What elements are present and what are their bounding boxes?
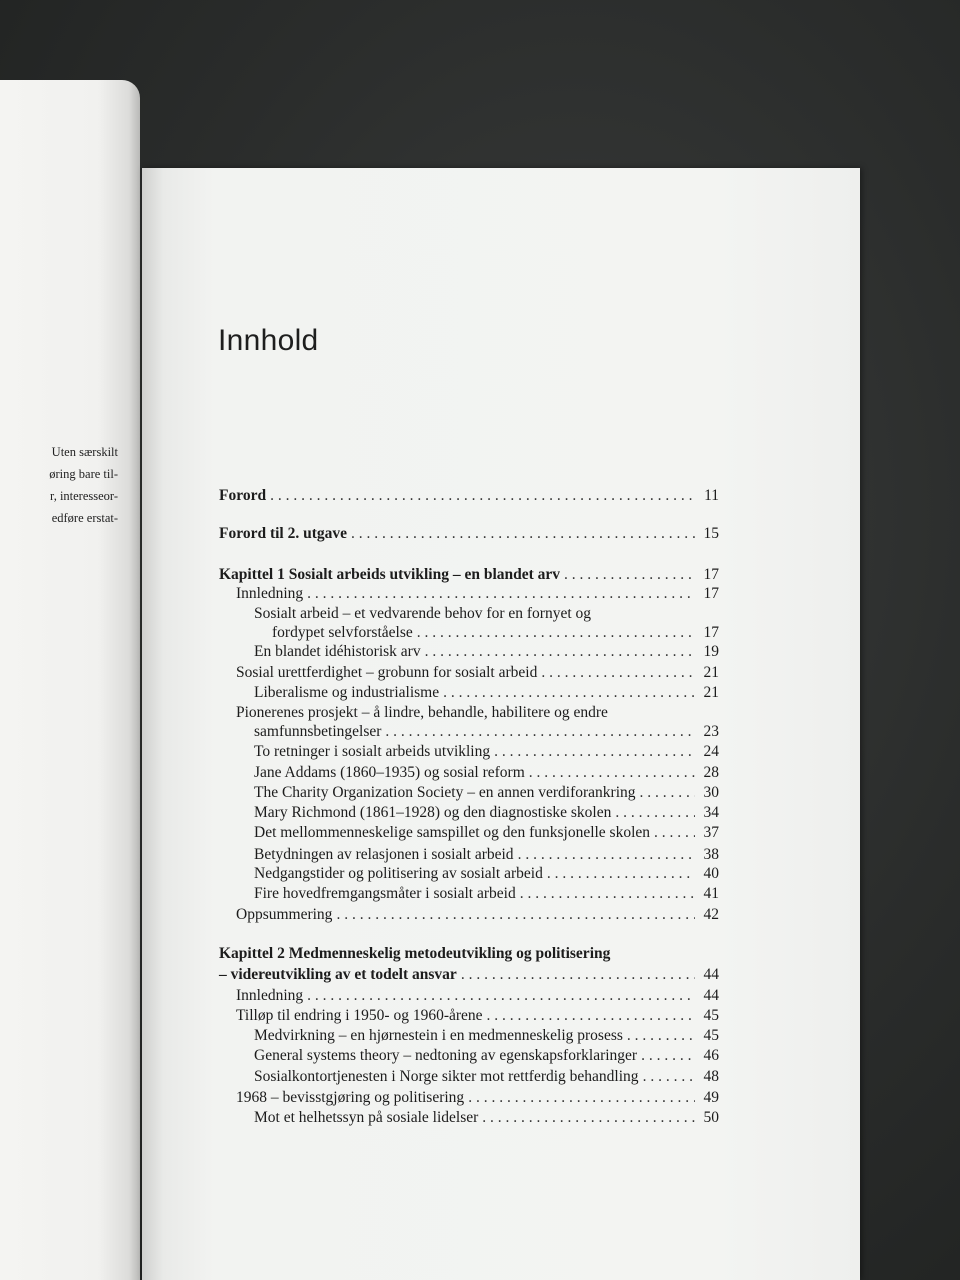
toc-entry <box>254 642 719 662</box>
toc-chapter <box>219 965 719 985</box>
toc-entry <box>236 905 719 925</box>
left-page-text-line: Uten særskilt <box>51 445 118 459</box>
toc-leader <box>541 663 695 683</box>
toc-entry-page: 50 <box>703 1109 719 1126</box>
toc-entry-page: 21 <box>703 664 719 681</box>
toc-entry-title: Forord til 2. utgave <box>219 525 348 542</box>
toc-entry-title: General systems theory – nedtoning av egenskapsforklaringer <box>254 1047 638 1064</box>
toc-leader <box>564 565 695 585</box>
toc-entry-title: En blandet idéhistorisk arv <box>254 643 421 660</box>
toc-leader <box>615 803 695 823</box>
toc-leader <box>518 845 695 865</box>
toc-entry <box>236 986 719 1006</box>
toc-entry-title: Betydningen av relasjonen i sosialt arbeid <box>254 846 514 863</box>
toc-leader <box>270 486 695 506</box>
toc-chapter <box>219 565 719 585</box>
toc-entry-page: 44 <box>703 987 719 1004</box>
toc-leader <box>443 683 695 703</box>
toc-entry-page: 45 <box>703 1027 719 1044</box>
toc-entry <box>254 683 719 703</box>
toc-entry-title: Fire hovedfremgangsmåter i sosialt arbeid <box>254 885 516 902</box>
toc-entry-title: – videreutvikling av et todelt ansvar <box>219 966 457 983</box>
toc-entry-title: Liberalisme og industrialisme <box>254 684 440 701</box>
toc-entry-page: 24 <box>703 743 719 760</box>
toc-entry <box>254 823 719 843</box>
toc-entry <box>254 884 719 904</box>
toc-entry-title: Mary Richmond (1861–1928) og den diagnostiske skolen <box>254 804 612 821</box>
toc-entry-title: Oppsummering <box>236 906 333 923</box>
toc-entry-page: 34 <box>703 804 719 821</box>
toc-entry-title: Kapittel 1 Sosialt arbeids utvikling – en blandet arv <box>219 566 561 583</box>
toc-entry-page: 21 <box>703 684 719 701</box>
toc-entry-title: Sosialt arbeid – et vedvarende behov for en fornyet og <box>254 605 592 622</box>
toc-entry-title: Jane Addams (1860–1935) og sosial reform <box>254 764 525 781</box>
toc-entry-title: Sosialkontortjenesten i Norge sikter mot rettferdig behandling <box>254 1068 639 1085</box>
toc-entry-page: 38 <box>703 846 719 863</box>
toc-leader <box>482 1108 695 1128</box>
toc-entry-title: samfunnsbetingelser <box>254 723 382 740</box>
toc-leader <box>641 1046 695 1066</box>
toc-entry <box>272 623 719 643</box>
toc-leader <box>654 823 695 843</box>
toc-entry-title: Nedgangstider og politisering av sosialt arbeid <box>254 865 543 882</box>
toc-entry-title: Pionerenes prosjekt – å lindre, behandle, habilitere og endre <box>236 704 608 721</box>
toc-leader <box>425 642 695 662</box>
toc-entry <box>254 845 719 865</box>
toc-entry-title: Mot et helhetssyn på sosiale lidelser <box>254 1109 479 1126</box>
toc-entry <box>236 663 719 683</box>
toc-leader <box>417 623 695 643</box>
toc-entry <box>254 1108 719 1128</box>
toc-entry <box>236 584 719 604</box>
toc-entry <box>219 486 719 506</box>
toc-leader <box>494 742 695 762</box>
left-page-text-line: r, interesseor- <box>50 489 118 503</box>
toc-leader <box>351 524 695 544</box>
toc-entry-title: fordypet selvforståelse <box>272 624 413 641</box>
toc-entry-page: 17 <box>703 585 719 602</box>
toc-leader <box>547 864 695 884</box>
left-facing-page <box>0 80 140 1280</box>
toc-leader <box>529 763 695 783</box>
toc-entry-title: The Charity Organization Society – en annen verdiforankring <box>254 784 636 801</box>
toc-entry-title: Tilløp til endring i 1950- og 1960-årene <box>236 1007 483 1024</box>
toc-entry-page: 45 <box>703 1007 719 1024</box>
toc-chapter: Kapittel 2 Medmenneskelig metodeutvikling og politisering <box>219 945 611 962</box>
toc-entry-page: 42 <box>703 906 719 923</box>
toc-leader <box>640 783 696 803</box>
toc-entry-page: 19 <box>703 643 719 660</box>
toc-entry <box>254 1026 719 1046</box>
toc-leader <box>468 1088 695 1108</box>
toc-entry-page: 17 <box>703 624 719 641</box>
toc-entry-page: 44 <box>703 966 719 983</box>
toc-leader <box>461 965 695 985</box>
toc-leader <box>336 905 695 925</box>
toc-entry-page: 49 <box>703 1089 719 1106</box>
toc-entry-page: 48 <box>703 1068 719 1085</box>
toc-entry <box>254 742 719 762</box>
toc-entry-page: 40 <box>703 865 719 882</box>
toc-entry <box>219 524 719 544</box>
toc-entry-page: 28 <box>703 764 719 781</box>
left-page-text-line: edføre erstat- <box>51 511 118 525</box>
toc-entry-page: 23 <box>703 723 719 740</box>
toc-entry <box>254 763 719 783</box>
toc-leader <box>307 584 695 604</box>
toc-leader <box>307 986 695 1006</box>
toc-entry-page: 41 <box>703 885 719 902</box>
toc-entry-title: To retninger i sosialt arbeids utvikling <box>254 743 491 760</box>
toc-entry <box>254 864 719 884</box>
toc-leader <box>487 1006 695 1026</box>
toc-leader <box>627 1026 695 1046</box>
toc-leader <box>385 722 695 742</box>
toc-entry <box>236 1006 719 1026</box>
toc-entry-title: Innledning <box>236 987 304 1004</box>
toc-entry-page: 46 <box>703 1047 719 1064</box>
page-title: Innhold <box>218 324 319 357</box>
toc-entry-title: Det mellommenneskelige samspillet og den funksjonelle skolen <box>254 824 651 841</box>
toc-entry-page: 17 <box>703 566 719 583</box>
toc-entry-title: 1968 – bevisstgjøring og politisering <box>236 1089 465 1106</box>
left-page-text-line: øring bare til- <box>49 467 118 481</box>
toc-entry <box>254 783 719 803</box>
toc-entry-page: 37 <box>703 824 719 841</box>
toc-entry-title: Sosial urettferdighet – grobunn for sosialt arbeid <box>236 664 538 681</box>
toc-entry <box>254 1067 719 1087</box>
toc-entry <box>254 1046 719 1066</box>
toc-entry <box>236 1088 719 1108</box>
toc-entry-title: Innledning <box>236 585 304 602</box>
toc-leader <box>643 1067 695 1087</box>
toc-entry <box>254 722 719 742</box>
toc-leader <box>520 884 695 904</box>
toc-entry <box>254 803 719 823</box>
toc-entry-page: 15 <box>703 525 719 542</box>
toc-entry-page: 11 <box>704 487 719 504</box>
toc-entry-title: Forord <box>219 487 267 504</box>
toc-entry-page: 30 <box>703 784 719 801</box>
toc-entry-title: Medvirkning – en hjørnestein i en medmenneskelig prosess <box>254 1027 623 1044</box>
